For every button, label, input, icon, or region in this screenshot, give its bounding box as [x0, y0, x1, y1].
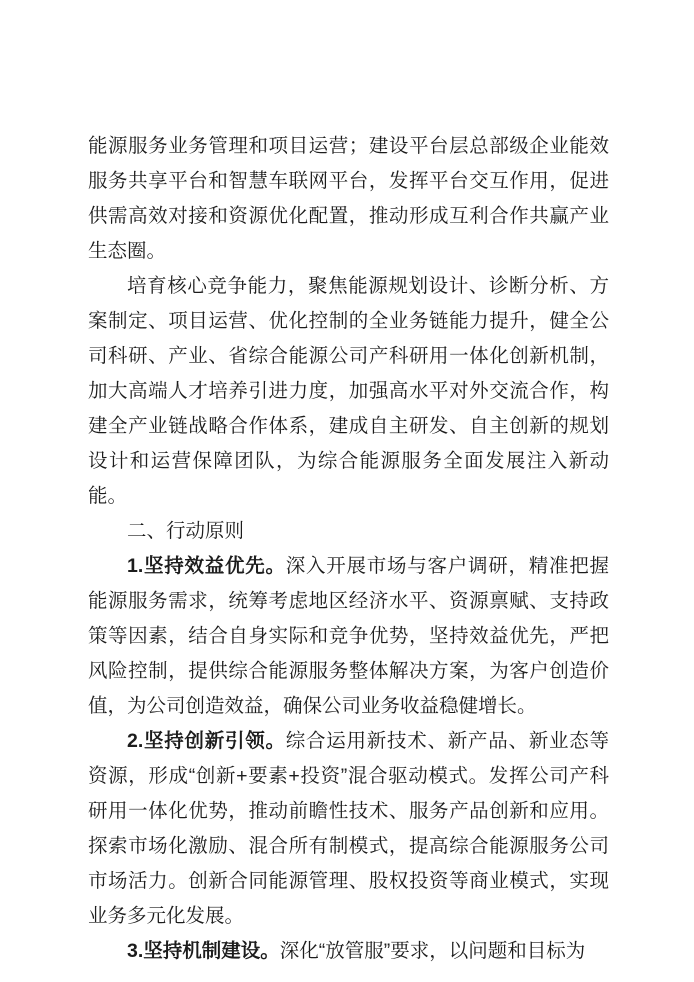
paragraph	[88, 269, 609, 514]
text-run: 综合运用新技术、新产品、新业态等资源，形成“创新+要素+投资”混合驱动模式。发挥公司产科研用一体化优势，推动前瞻性技术、服务产品创新和应用。探索市场化激励、混合所有制模式，提高综合能源服务公司市场活力。创新合同能源管理、股权投资等商业模式，实现业务多元化发展。	[88, 730, 609, 927]
paragraph	[88, 549, 609, 724]
text-run: 二、行动原则	[127, 520, 245, 542]
bold-text-run: 1.坚持效益优先。	[127, 555, 286, 577]
paragraph	[88, 934, 609, 969]
paragraph	[88, 129, 609, 269]
bold-text-run: 2.坚持创新引领。	[127, 730, 286, 752]
text-run: 能源服务业务管理和项目运营；建设平台层总部级企业能效服务共享平台和智慧车联网平台，发挥平台交互作用，促进供需高效对接和资源优化配置，推动形成互利合作共赢产业生态圈。	[88, 135, 609, 262]
bold-text-run: 3.坚持机制建设。	[127, 940, 280, 962]
text-run: 培育核心竞争能力，聚焦能源规划设计、诊断分析、方案制定、项目运营、优化控制的全业务链能力提升，健全公司科研、产业、省综合能源公司产科研用一体化创新机制，加大高端人才培养引进力度，加强高水平对外交流合作，构建全产业链战略合作体系，建成自主研发、自主创新的规划设计和运营保障团队，为综合能源服务全面发展注入新动能。	[88, 275, 609, 507]
text-run: 深化“放管服”要求，以问题和目标为	[279, 940, 586, 962]
section-heading	[88, 514, 609, 549]
paragraph	[88, 724, 609, 934]
document-text-block	[88, 129, 609, 969]
text-run: 深入开展市场与客户调研，精准把握能源服务需求，统筹考虑地区经济水平、资源禀赋、支持政策等因素，结合自身实际和竞争优势，坚持效益优先，严把风险控制，提供综合能源服务整体解决方案，为客户创造价值，为公司创造效益，确保公司业务收益稳健增长。	[88, 555, 609, 717]
